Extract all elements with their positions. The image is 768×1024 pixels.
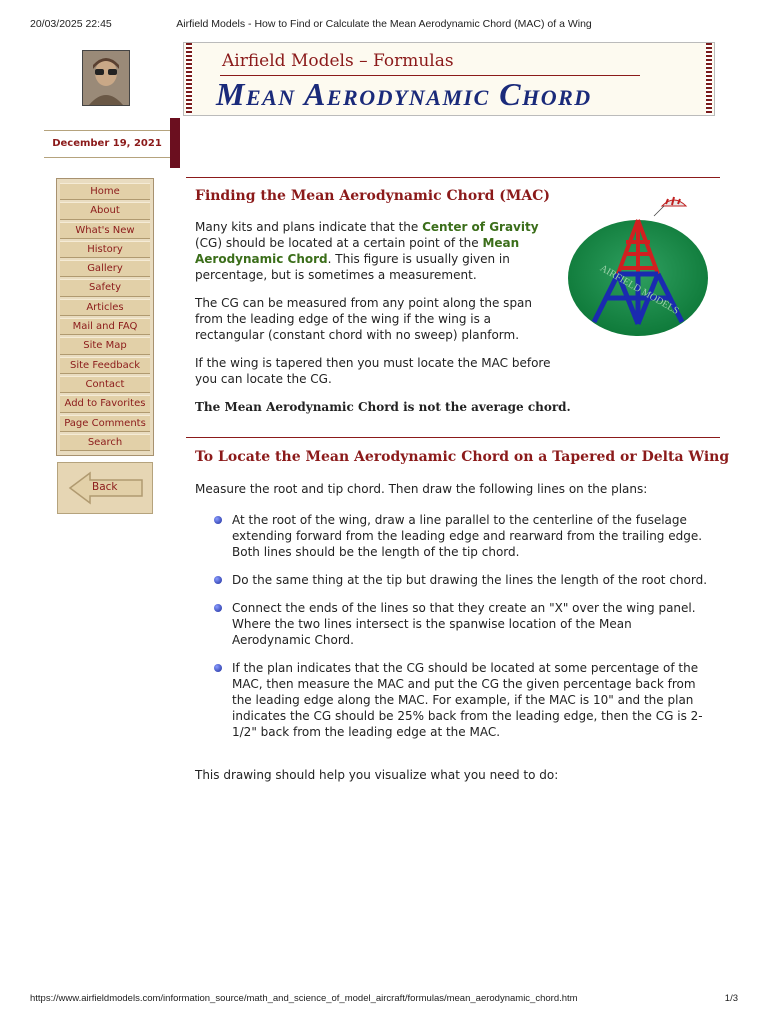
intro-text-a: Many kits and plans indicate that the: [195, 220, 423, 234]
tower-logo-icon: [566, 192, 711, 337]
nav-item-mail-and-faq[interactable]: Mail and FAQ: [60, 318, 150, 335]
section-heading-mac: Finding the Mean Aerodynamic Chord (MAC): [195, 188, 550, 204]
list-item-text: Do the same thing at the tip but drawing the lines the length of the root chord.: [232, 573, 708, 587]
average-chord-note: The Mean Aerodynamic Chord is not the average chord.: [195, 400, 571, 414]
intro-text-b: (CG) should be located at a certain point of the: [195, 236, 483, 250]
bullet-icon: [214, 604, 222, 612]
list-item-text: At the root of the wing, draw a line parallel to the centerline of the fuselage extending forward from the leading edge and rearward from the trailing edge. Both lines should be the length of the tip chord.: [232, 513, 703, 559]
drawing-intro: This drawing should help you visualize what you need to do:: [195, 768, 559, 782]
measure-intro: Measure the root and tip chord. Then draw the following lines on the plans:: [195, 482, 648, 496]
banner-stripe-left: [186, 43, 192, 115]
nav-item-safety[interactable]: Safety: [60, 279, 150, 296]
section-divider-2: [186, 437, 720, 438]
back-button-label: Back: [92, 481, 118, 493]
pilot-photo-icon: [83, 51, 129, 105]
list-item: [214, 600, 714, 648]
airfield-models-logo: [566, 192, 711, 337]
nav-item-page-comments[interactable]: Page Comments: [60, 415, 150, 432]
nav-item-site-feedback[interactable]: Site Feedback: [60, 357, 150, 374]
nav-item-search[interactable]: Search: [60, 434, 150, 451]
intro-text-c: . This figure is usually given in percentage, but is sometimes a measurement.: [195, 252, 510, 282]
nav-item-about[interactable]: About: [60, 202, 150, 219]
site-banner: [183, 42, 715, 116]
print-page-number: 1/3: [724, 993, 738, 1004]
bullet-icon: [214, 576, 222, 584]
banner-title: Mean Aerodynamic Chord: [216, 76, 592, 112]
nav-item-home[interactable]: Home: [60, 183, 150, 200]
banner-subtitle: Airfield Models – Formulas: [222, 51, 454, 71]
nav-item-articles[interactable]: Articles: [60, 299, 150, 316]
print-url: https://www.airfieldmodels.com/information_source/math_and_science_of_model_aircraft/formulas/mean_aerodynamic_chord.htm: [30, 993, 578, 1004]
nav-item-gallery[interactable]: Gallery: [60, 260, 150, 277]
intro-paragraph: [195, 219, 557, 283]
logo-text: AIRFIELD MODELS: [597, 262, 681, 317]
nav-item-add-to-favorites[interactable]: Add to Favorites: [60, 395, 150, 412]
list-item: [214, 572, 714, 588]
section-heading-tapered: To Locate the Mean Aerodynamic Chord on a Tapered or Delta Wing: [195, 449, 730, 465]
list-item: [214, 512, 714, 560]
bullet-icon: [214, 516, 222, 524]
sidebar-nav: [56, 178, 154, 456]
back-button[interactable]: [57, 462, 153, 514]
nav-item-what-s-new[interactable]: What's New: [60, 222, 150, 239]
avatar: [82, 50, 130, 106]
nav-item-history[interactable]: History: [60, 241, 150, 258]
bullet-icon: [214, 664, 222, 672]
date-accent-bar: [170, 118, 180, 168]
tapered-wing-paragraph: If the wing is tapered then you must locate the MAC before you can locate the CG.: [195, 356, 551, 386]
instructions-list: [214, 512, 714, 752]
page-date: December 19, 2021: [44, 130, 170, 158]
print-title: Airfield Models - How to Find or Calculate the Mean Aerodynamic Chord (MAC) of a Wing: [176, 18, 592, 30]
section-divider-1: [186, 177, 720, 178]
center-of-gravity-link[interactable]: Center of Gravity: [422, 220, 539, 234]
list-item-text: Connect the ends of the lines so that they create an "X" over the wing panel. Where the two lines intersect is the spanwise location of the Mean Aerodynamic Chord.: [232, 601, 696, 647]
banner-stripe-right: [706, 43, 712, 115]
list-item-text: If the plan indicates that the CG should be located at some percentage of the MAC, then measure the MAC and put the CG the given percentage back from the leading edge along the MAC. For example, if the MAC is 10" and the plan indicates the CG should be 25% back from the leading edge, then the CG is 2-1/2" back from the leading edge at the MAC.: [232, 661, 703, 739]
nav-item-contact[interactable]: Contact: [60, 376, 150, 393]
nav-item-site-map[interactable]: Site Map: [60, 337, 150, 354]
list-item: [214, 660, 714, 740]
print-datetime: 20/03/2025 22:45: [30, 18, 112, 30]
mean-aerodynamic-chord-link[interactable]: Mean Aerodynamic Chord: [195, 236, 520, 266]
rectangular-wing-paragraph: The CG can be measured from any point along the span from the leading edge of the wing if the wing is a rectangular (constant chord with no sweep) planform.: [195, 296, 533, 342]
